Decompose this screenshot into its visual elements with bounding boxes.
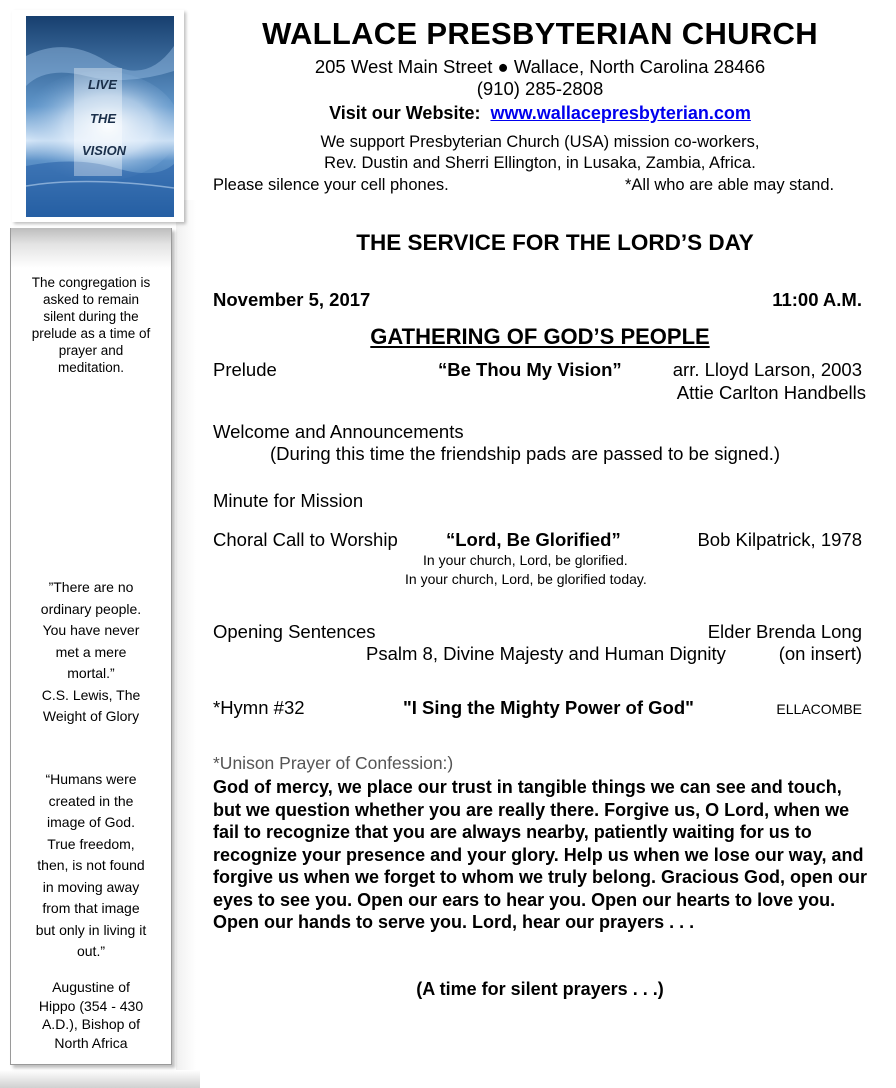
logo-word-vision: VISION — [82, 143, 127, 158]
opening-insert: (on insert) — [778, 643, 862, 664]
quote-line: True freedom, — [47, 835, 135, 852]
quote-cs-lewis — [11, 577, 171, 728]
prelude-title: “Be Thou My Vision” — [438, 359, 622, 380]
welcome-note: (During this time the friendship pads are passed to be signed.) — [270, 443, 781, 464]
quote-line: in moving away — [42, 878, 140, 895]
logo-word-live: LIVE — [88, 77, 117, 92]
prelude-note-line: The congregation is — [31, 275, 151, 290]
website-line — [200, 103, 880, 124]
prelude-note-line: prelude as a time of — [31, 326, 151, 341]
attribution-line: A.D.), Bishop of — [41, 1016, 141, 1032]
quote-line: met a mere — [55, 643, 127, 660]
quote-line: then, is not found — [37, 857, 145, 873]
quote-line: C.S. Lewis, The — [41, 686, 141, 703]
quote-line: ”There are no — [48, 579, 134, 595]
opening-sentences-label: Opening Sentences — [213, 621, 376, 642]
choral-call-label: Choral Call to Worship — [213, 529, 398, 550]
sidebar-box — [10, 228, 172, 1065]
choral-lyric-2: In your church, Lord, be glorified today. — [405, 571, 647, 587]
church-name: WALLACE PRESBYTERIAN CHURCH — [262, 16, 818, 51]
bottom-shadow — [0, 1070, 200, 1088]
confession-prayer-text: God of mercy, we place our trust in tangible things we can see and touch, but we question whether you are really there. Forgive us, O Lord, when we fail to recognize that you are always nearby, patiently waiting for us to recognize your presence and your glory. Help us when we lose our way, and forgive us when we forget to whom we truly belong. Gracious God, open our eyes to see you. Open our ears to hear you. Open our hearts to love you. Open our hands to serve you. Lord, hear our prayers . . . — [213, 777, 868, 932]
welcome-label: Welcome and Announcements — [213, 421, 464, 442]
website-link[interactable]: www.wallacepresbyterian.com — [490, 103, 751, 123]
service-date: November 5, 2017 — [213, 289, 371, 310]
quote-augustine — [11, 769, 171, 963]
prelude-note-line: prayer and — [58, 343, 124, 358]
prelude-note — [11, 274, 171, 376]
attribution-line: Hippo (354 - 430 — [38, 997, 144, 1014]
confession-label: *Unison Prayer of Confession:) — [213, 753, 454, 773]
hymn-label: *Hymn #32 — [213, 697, 305, 718]
prelude-label: Prelude — [213, 359, 277, 380]
prelude-performer: Attie Carlton Handbells — [676, 382, 866, 403]
column-shadow — [176, 200, 196, 1088]
live-the-vision-logo — [26, 16, 174, 217]
quote-line: out.” — [76, 943, 105, 959]
hymn-tune: ELLACOMBE — [776, 701, 862, 717]
quote-line: mortal.” — [67, 665, 115, 681]
silent-prayers-note: (A time for silent prayers . . .) — [416, 979, 664, 999]
church-phone: (910) 285-2808 — [476, 78, 604, 99]
quote-line: from that image — [42, 900, 140, 916]
attribution-line: Augustine of — [52, 979, 130, 995]
quote-line: You have never — [42, 622, 140, 638]
silence-phones-note: Please silence your cell phones. — [213, 176, 449, 194]
choral-call-credit: Bob Kilpatrick, 1978 — [697, 529, 862, 550]
prelude-note-line: asked to remain — [42, 292, 140, 307]
choral-call-title: “Lord, Be Glorified” — [446, 529, 621, 550]
augustine-attribution — [11, 978, 171, 1052]
hymn-title: "I Sing the Mighty Power of God" — [403, 697, 694, 718]
prelude-note-line: meditation. — [57, 360, 125, 375]
mission-line-1: We support Presbyterian Church (USA) mission co-workers, — [320, 133, 760, 151]
section-heading: GATHERING OF GOD’S PEOPLE — [370, 324, 710, 349]
quote-line: “Humans were — [45, 771, 137, 787]
quote-line: image of God. — [47, 814, 135, 830]
choral-lyric-1: In your church, Lord, be glorified. — [423, 552, 628, 568]
attribution-line: North Africa — [54, 1034, 128, 1051]
minute-for-mission: Minute for Mission — [213, 490, 364, 511]
opening-psalm: Psalm 8, Divine Majesty and Human Dignity — [366, 643, 726, 664]
prelude-note-line: silent during the — [43, 309, 139, 324]
logo-word-the: THE — [90, 111, 116, 126]
prelude-credit: arr. Lloyd Larson, 2003 — [672, 359, 862, 380]
mission-line-2: Rev. Dustin and Sherri Ellington, in Lusaka, Zambia, Africa. — [324, 154, 756, 172]
website-label: Visit our Website: — [329, 103, 481, 123]
service-title: THE SERVICE FOR THE LORD’S DAY — [356, 230, 754, 255]
stand-note: *All who are able may stand. — [625, 176, 835, 194]
church-address: 205 West Main Street ● Wallace, North Carolina 28466 — [314, 56, 766, 77]
quote-line: but only in living it — [35, 921, 147, 938]
sidebar-shade — [11, 228, 171, 268]
quote-line: ordinary people. — [40, 600, 142, 617]
quote-line: created in the — [48, 792, 134, 809]
quote-line: Weight of Glory — [42, 708, 140, 724]
service-time: 11:00 A.M. — [772, 289, 862, 310]
opening-leader: Elder Brenda Long — [707, 621, 862, 642]
